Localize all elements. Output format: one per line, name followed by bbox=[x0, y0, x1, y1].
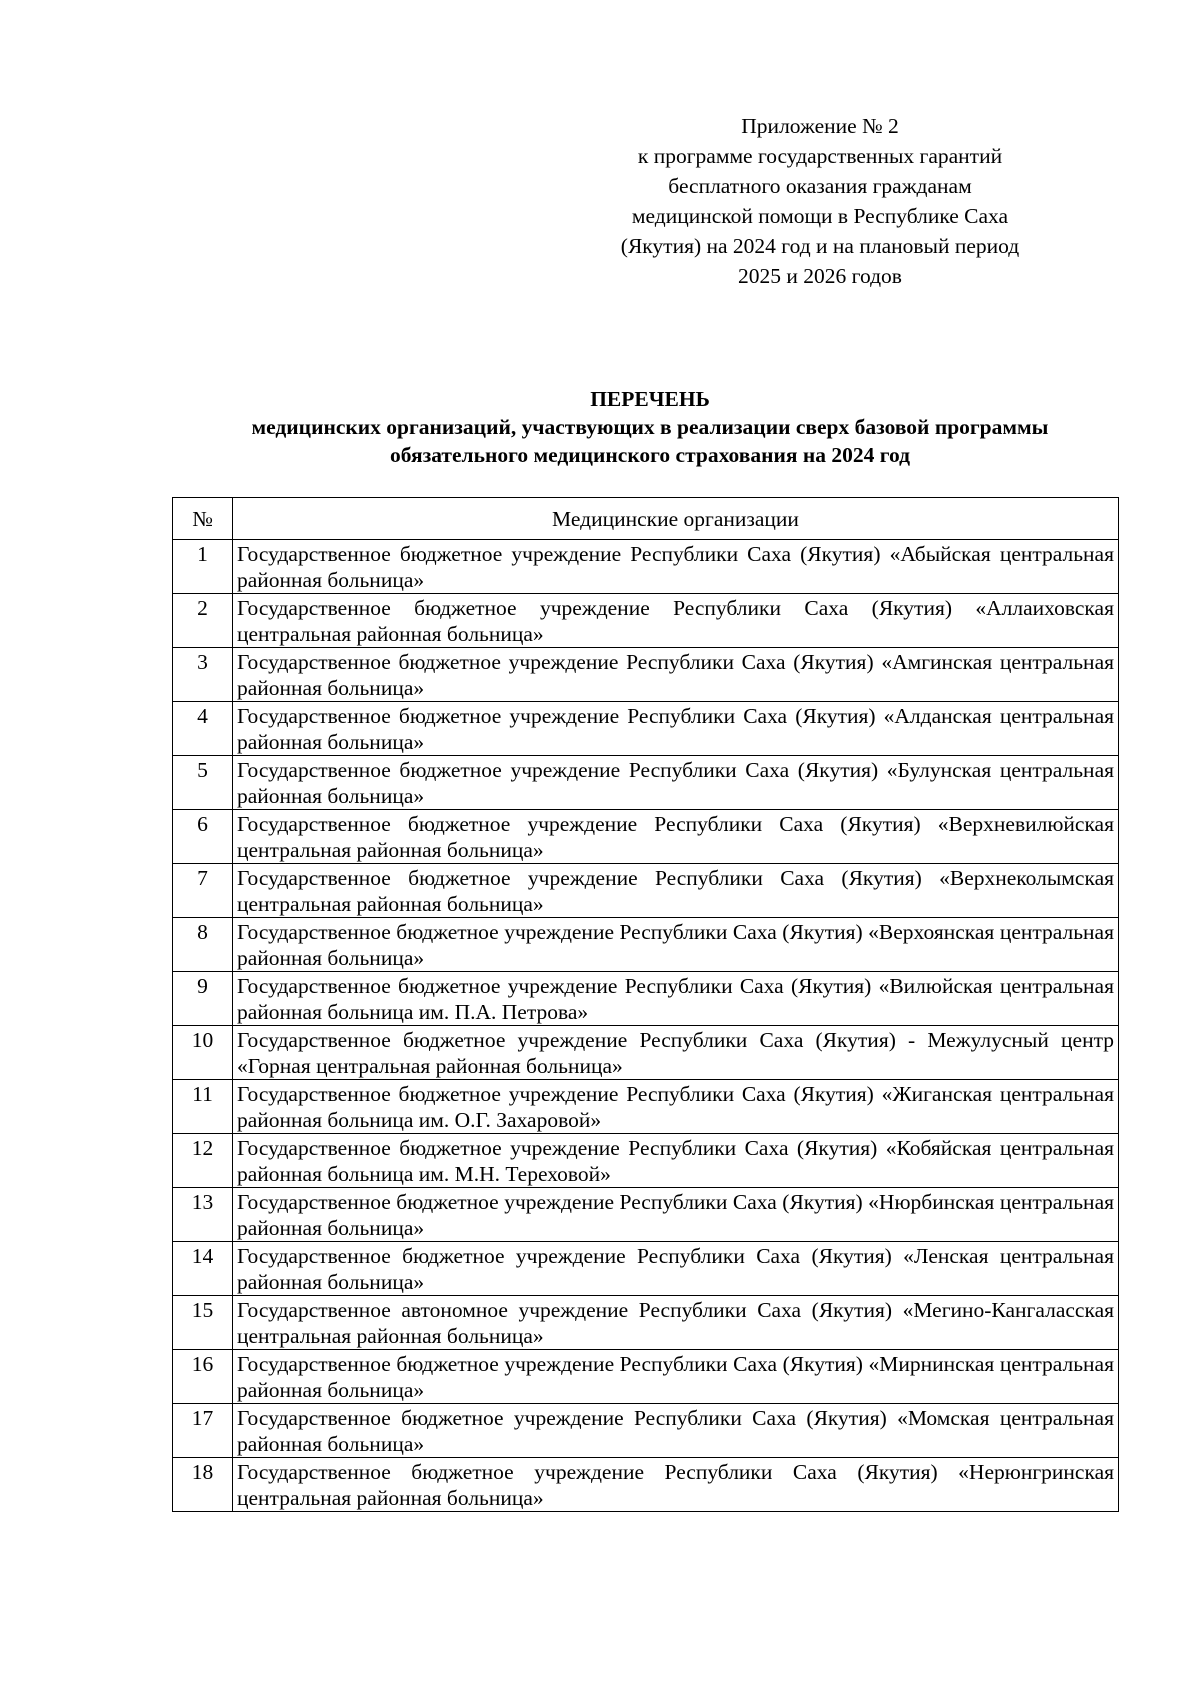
title-line: обязательного медицинского страхования на 2024 год bbox=[389, 443, 911, 467]
row-number: 18 bbox=[173, 1458, 233, 1512]
table-row bbox=[173, 972, 1119, 1026]
table-row bbox=[173, 1404, 1119, 1458]
table-row bbox=[173, 1188, 1119, 1242]
appendix-line: медицинской помощи в Республике Саха bbox=[631, 204, 1009, 228]
organization-name: Государственное бюджетное учреждение Республики Саха (Якутия) «Булунская центральная районная больница» bbox=[233, 756, 1119, 810]
header-organizations: Медицинские организации bbox=[233, 498, 1119, 540]
organization-name: Государственное бюджетное учреждение Республики Саха (Якутия) «Нюрбинская центральная районная больница» bbox=[233, 1188, 1119, 1242]
organization-name: Государственное бюджетное учреждение Республики Саха (Якутия) «Мирнинская центральная районная больница» bbox=[233, 1350, 1119, 1404]
table-row bbox=[173, 1134, 1119, 1188]
appendix-note bbox=[590, 111, 1050, 291]
title-heading: ПЕРЕЧЕНЬ bbox=[590, 387, 710, 411]
table-row bbox=[173, 1296, 1119, 1350]
table-row bbox=[173, 864, 1119, 918]
row-number: 15 bbox=[173, 1296, 233, 1350]
organization-name: Государственное автономное учреждение Республики Саха (Якутия) «Мегино-Кангаласская центральная районная больница» bbox=[233, 1296, 1119, 1350]
row-number: 3 bbox=[173, 648, 233, 702]
appendix-line: (Якутия) на 2024 год и на плановый период bbox=[620, 234, 1020, 258]
row-number: 14 bbox=[173, 1242, 233, 1296]
appendix-line: к программе государственных гарантий bbox=[637, 144, 1003, 168]
row-number: 12 bbox=[173, 1134, 233, 1188]
header-number: № bbox=[173, 498, 233, 540]
organization-name: Государственное бюджетное учреждение Республики Саха (Якутия) «Жиганская центральная районная больница им. О.Г. Захаровой» bbox=[233, 1080, 1119, 1134]
organization-name: Государственное бюджетное учреждение Республики Саха (Якутия) «Верхоянская центральная районная больница» bbox=[233, 918, 1119, 972]
row-number: 8 bbox=[173, 918, 233, 972]
organization-name: Государственное бюджетное учреждение Республики Саха (Якутия) «Вилюйская центральная районная больница им. П.А. Петрова» bbox=[233, 972, 1119, 1026]
row-number: 7 bbox=[173, 864, 233, 918]
table-row bbox=[173, 540, 1119, 594]
row-number: 2 bbox=[173, 594, 233, 648]
table-row bbox=[173, 756, 1119, 810]
organization-name: Государственное бюджетное учреждение Республики Саха (Якутия) «Ленская центральная районная больница» bbox=[233, 1242, 1119, 1296]
table-row bbox=[173, 1026, 1119, 1080]
organization-name: Государственное бюджетное учреждение Республики Саха (Якутия) «Амгинская центральная районная больница» bbox=[233, 648, 1119, 702]
appendix-line: Приложение № 2 bbox=[741, 114, 899, 138]
table-row bbox=[173, 1458, 1119, 1512]
row-number: 10 bbox=[173, 1026, 233, 1080]
table-row bbox=[173, 1242, 1119, 1296]
table-row bbox=[173, 594, 1119, 648]
organization-name: Государственное бюджетное учреждение Республики Саха (Якутия) «Момская центральная районная больница» bbox=[233, 1404, 1119, 1458]
organization-name: Государственное бюджетное учреждение Республики Саха (Якутия) «Абыйская центральная районная больница» bbox=[233, 540, 1119, 594]
table-row bbox=[173, 702, 1119, 756]
row-number: 5 bbox=[173, 756, 233, 810]
organization-name: Государственное бюджетное учреждение Республики Саха (Якутия) «Аллаиховская центральная районная больница» bbox=[233, 594, 1119, 648]
row-number: 9 bbox=[173, 972, 233, 1026]
row-number: 11 bbox=[173, 1080, 233, 1134]
row-number: 6 bbox=[173, 810, 233, 864]
organization-name: Государственное бюджетное учреждение Республики Саха (Якутия) «Алданская центральная районная больница» bbox=[233, 702, 1119, 756]
row-number: 13 bbox=[173, 1188, 233, 1242]
appendix-line: бесплатного оказания гражданам bbox=[668, 174, 972, 198]
organization-name: Государственное бюджетное учреждение Республики Саха (Якутия) «Нерюнгринская центральная районная больница» bbox=[233, 1458, 1119, 1512]
organization-name: Государственное бюджетное учреждение Республики Саха (Якутия) «Кобяйская центральная районная больница им. М.Н. Тереховой» bbox=[233, 1134, 1119, 1188]
organizations-table bbox=[172, 497, 1119, 1512]
table-row bbox=[173, 918, 1119, 972]
row-number: 4 bbox=[173, 702, 233, 756]
document-title bbox=[150, 385, 1150, 469]
row-number: 16 bbox=[173, 1350, 233, 1404]
row-number: 1 bbox=[173, 540, 233, 594]
table-row bbox=[173, 810, 1119, 864]
table-row bbox=[173, 1080, 1119, 1134]
organization-name: Государственное бюджетное учреждение Республики Саха (Якутия) - Межулусный центр «Горная центральная районная больница» bbox=[233, 1026, 1119, 1080]
organization-name: Государственное бюджетное учреждение Республики Саха (Якутия) «Верхневилюйская центральная районная больница» bbox=[233, 810, 1119, 864]
table-row bbox=[173, 1350, 1119, 1404]
title-line: медицинских организаций, участвующих в реализации сверх базовой программы bbox=[251, 415, 1049, 439]
table-header-row bbox=[173, 498, 1119, 540]
appendix-line: 2025 и 2026 годов bbox=[738, 264, 902, 288]
table-body bbox=[173, 540, 1119, 1512]
row-number: 17 bbox=[173, 1404, 233, 1458]
organization-name: Государственное бюджетное учреждение Республики Саха (Якутия) «Верхнеколымская центральная районная больница» bbox=[233, 864, 1119, 918]
table-row bbox=[173, 648, 1119, 702]
